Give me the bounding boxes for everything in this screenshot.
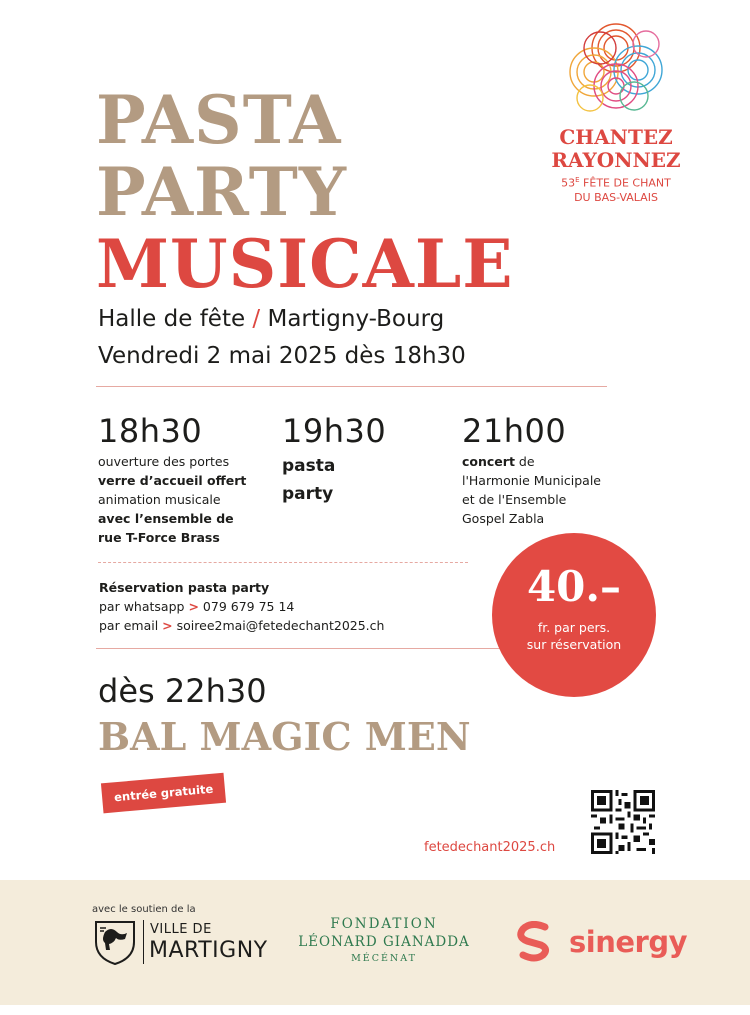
schedule-1-line-5: rue T-Force Brass [98,530,220,545]
schedule-time-1: 18h30 [98,412,203,450]
brand-subtitle [546,173,686,205]
brand-line-1: CHANTEZ [559,125,673,149]
brand-edition [546,173,686,191]
edition-rest: FÊTE DE CHANT [579,176,671,190]
divider-top [96,386,607,387]
fondation-logo [286,915,482,967]
venue-line [98,306,444,332]
schedule-1-line-1: ouverture des portes [98,454,230,469]
schedule-block-1 [98,412,246,547]
schedule-1-line-4: avec l’ensemble de [98,511,234,526]
website-link[interactable]: fetedechant2025.ch [424,840,556,855]
divider-dashed [98,562,468,563]
brand-line-2: RAYONNEZ [551,148,681,172]
free-entry-badge: entrée gratuite [101,773,227,814]
divider-bottom [96,648,516,649]
schedule-3-de: de [514,454,535,469]
late-time: dès 22h30 [98,672,267,710]
whatsapp-label: par whatsapp [99,599,185,614]
title-line-3: MUSICALE [96,225,514,303]
chantez-rayonnez-logo [560,14,672,118]
edition-sup: E [575,176,580,184]
schedule-2-line-1: pasta [282,456,336,476]
fondation-line-1: FONDATION [330,916,438,932]
schedule-2-line-2: party [282,484,334,504]
email-address[interactable]: soiree2mai@fetedechant2025.ch [176,618,385,633]
schedule-3-concert: concert [462,454,515,469]
schedule-3-line-4: Gospel Zabla [462,511,545,526]
event-date: Vendredi 2 mai 2025 dès 18h30 [98,343,466,369]
schedule-time-2: 19h30 [282,412,387,450]
price-note-1: fr. par pers. [537,620,611,635]
reservation-heading: Réservation pasta party [99,580,270,595]
reservation-whatsapp [99,597,384,616]
price-amount: 40.– [526,562,622,611]
schedule-3-line-2: l'Harmonie Municipale [462,473,601,488]
email-arrow: > [162,618,173,633]
ville-main-label: MARTIGNY [149,938,268,963]
brand-title [546,126,686,172]
schedule-3-line-3: et de l'Ensemble [462,492,567,507]
whatsapp-number: 079 679 75 14 [202,599,295,614]
ville-top-label: VILLE DE [150,922,212,937]
edition-number: 53 [561,176,576,190]
reservation-email [99,616,384,635]
qr-code[interactable] [591,790,655,854]
brand-region: DU BAS-VALAIS [574,190,658,204]
whatsapp-arrow: > [188,599,199,614]
fondation-line-2: LÉONARD GIANADDA [298,934,470,950]
title-line-2: PARTY [96,153,347,231]
venue-town: Martigny-Bourg [267,306,445,332]
schedule-1-line-3: animation musicale [98,492,221,507]
title-line-1: PASTA [96,81,342,159]
schedule-block-2 [282,412,386,508]
ville-divider [143,920,144,964]
sinergy-logo-icon [515,921,555,963]
email-label: par email [99,618,159,633]
bal-title: BAL MAGIC MEN [98,714,471,759]
reservation-block [99,578,384,635]
venue-hall: Halle de fête [98,306,246,332]
schedule-time-3: 21h00 [462,412,567,450]
price-note-2: sur réservation [526,637,622,652]
schedule-1-line-2: verre d’accueil offert [98,473,247,488]
schedule-block-3 [462,412,601,528]
martigny-crest-icon [92,918,138,966]
sinergy-wordmark: sinergy [569,925,687,959]
fondation-line-3: MÉCÉNAT [351,953,417,964]
price-badge [492,533,656,697]
schedule-3-line-1 [462,452,601,471]
support-label: avec le soutien de la [92,904,196,915]
venue-separator: / [252,306,261,332]
